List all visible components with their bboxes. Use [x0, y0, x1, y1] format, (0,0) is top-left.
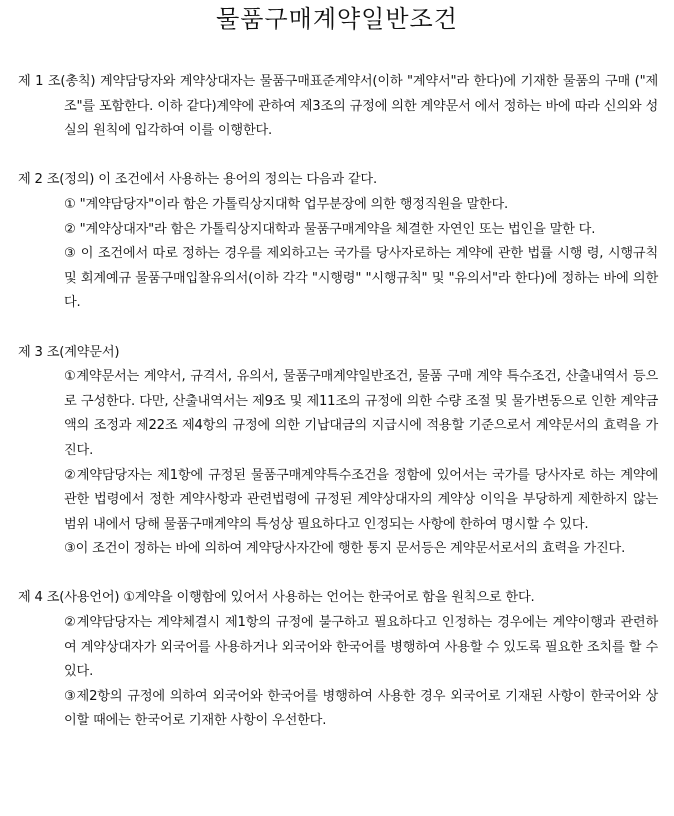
article-text: 계약담당자와 계약상대자는 물품구매표준계약서(이하 "계약서"라 한다)에 기재한 물품의 구매 ("제조"를 포함한다. 이하 같다)계약에 관하여 제3조의 규정에 의한 계약문서 에서 정하는 바에 따라 신의와 성실의 원칙에 입각하여 이를 이행한다. [64, 74, 659, 139]
article-text: 이 조건에서 사용하는 용어의 정의는 다음과 같다. [98, 172, 377, 188]
article-heading: 제 4 조(사용언어) [18, 590, 124, 606]
article-paragraph [18, 586, 658, 611]
article-4 [18, 586, 658, 734]
article-item: ②계약담당자는 제1항에 규정된 물품구매계약특수조건을 정함에 있어서는 국가를 당사자로 하는 계약에 관한 법령에서 정한 계약사항과 관련법령에 규정된 계약상대자의 계약상 이익을 부당하게 제한하지 않는 범위 내에서 당해 물품구매계약의 특성상 필요하다고 인정되는 사항에 한하여 명시할 수 있다. [64, 467, 658, 532]
article-heading: 제 3 조(계약문서) [18, 344, 120, 360]
article-paragraph [18, 168, 658, 193]
article-item: ③이 조건이 정하는 바에 의하여 계약당사자간에 행한 통지 문서등은 계약문서로서의 효력을 가진다. [64, 541, 626, 557]
article-item: ③ 이 조건에서 따로 정하는 경우를 제외하고는 국가를 당사자로하는 계약에 관한 법률 시행 령, 시행규칙 및 회계예규 물품구매입찰유의서(이하 각각 "시행령" "시행규칙" 및 "유의서"라 한다)에 정하는 바에 의한다. [64, 246, 658, 311]
document-body [18, 70, 658, 734]
article-text: ①계약을 이행함에 있어서 사용하는 언어는 한국어로 함을 원칙으로 한다. [123, 590, 535, 606]
article-item: ①계약문서는 계약서, 규격서, 유의서, 물품구매계약일반조건, 물품 구매 계약 특수조건, 산출내역서 등으로 구성한다. 다만, 산출내역서는 제9조 및 제11조의 규정에 의한 수량 조절 및 물가변동으로 인한 계약금액의 조정과 제22조 제4항의 규정에 의한 기납대금의 지급시에 적용할 기준으로서 계약문서의 효력을 가진다. [64, 369, 658, 458]
article-paragraph [18, 70, 658, 144]
article-paragraph [18, 341, 658, 366]
article-1 [18, 70, 658, 144]
article-heading: 제 2 조(정의) [18, 172, 99, 188]
article-item: ① "계약담당자"이라 함은 가톨릭상지대학 업무분장에 의한 행정직원을 말한다. [64, 196, 508, 212]
article-item: ② "계약상대자"라 함은 가톨릭상지대학과 물품구매계약을 체결한 자연인 또는 법인을 말한 다. [64, 221, 596, 237]
article-item: ②계약담당자는 계약체결시 제1항의 규정에 불구하고 필요하다고 인정하는 경우에는 계약이행과 관련하여 계약상대자가 외국어를 사용하거나 외국어와 한국어를 병행하여 사용할 수 있도록 필요한 조치를 할 수 있다. [64, 615, 658, 680]
document-title: 물품구매계약일반조건 [216, 5, 458, 33]
article-heading: 제 1 조(총칙) [18, 74, 100, 89]
article-2 [18, 168, 658, 316]
article-3 [18, 341, 658, 562]
article-item: ③제2항의 규정에 의하여 외국어와 한국어를 병행하여 사용한 경우 외국어로 기재된 사항이 한국어와 상이할 때에는 한국어로 기재한 사항이 우선한다. [64, 688, 658, 729]
